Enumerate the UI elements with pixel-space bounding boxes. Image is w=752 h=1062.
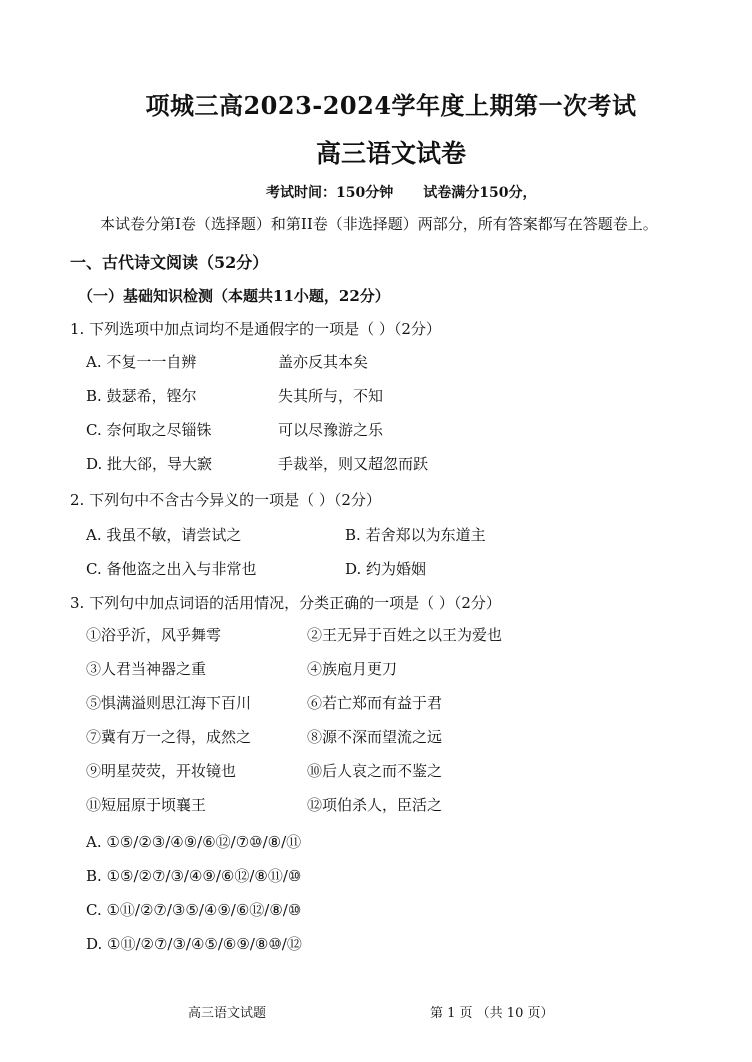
q3-item-7: ⑦冀有万一之得，成然之 [86, 728, 252, 746]
question-3-stem: 3. 下列句中加点词语的活用情况，分类正确的一项是（ ）（2分） [70, 594, 501, 612]
q3-item-10: ⑩后人哀之而不鉴之 [307, 762, 443, 780]
paper-title: 高三语文试卷 [315, 139, 466, 168]
q3-item-5: ⑤惧满溢则思江海下百川 [86, 694, 252, 712]
q1-option-b-right: 失其所与，不知 [278, 387, 384, 405]
q1-option-d-left: D. 批大郤，导大窾 [86, 455, 213, 473]
q2-option-c: C. 备他盗之出入与非常也 [86, 560, 257, 578]
q3-answer-d: D. ①⑪/②⑦/③/④⑤/⑥⑨/⑧⑩/⑫ [86, 935, 302, 953]
q3-item-12: ⑫项伯杀人，臣活之 [307, 796, 443, 814]
q3-answer-c: C. ①⑪/②⑦/③⑤/④⑨/⑥⑫/⑧/⑩ [86, 901, 302, 919]
q2-option-d: D. 约为婚姻 [345, 560, 427, 578]
q2-option-b: B. 若舍郑以为东道主 [345, 526, 486, 544]
q3-item-8: ⑧源不深而望流之远 [307, 728, 443, 746]
exam-time: 考试时间：150分钟 [266, 185, 394, 201]
q3-answer-a: A. ①⑤/②③/④⑨/⑥⑫/⑦⑩/⑧/⑪ [86, 833, 302, 851]
section-heading: 一、古代诗文阅读（52分） [70, 253, 269, 272]
intro-text: 本试卷分第I卷（选择题）和第II卷（非选择题）两部分，所有答案都写在答题卷上。 [100, 215, 658, 233]
q3-item-9: ⑨明星荧荧，开妆镜也 [86, 762, 237, 780]
exam-info [266, 182, 536, 202]
exam-title: 项城三高2023-2024学年度上期第一次考试 [145, 91, 637, 120]
q3-item-1: ①浴乎沂，风乎舞雩 [86, 626, 222, 644]
question-2-stem: 2. 下列句中不含古今异义的一项是（ ）（2分） [70, 491, 381, 509]
q3-item-3: ③人君当神器之重 [86, 660, 207, 678]
q1-option-c-right: 可以尽豫游之乐 [278, 421, 384, 439]
page-number: 第 1 页 （共 10 页） [430, 1006, 554, 1021]
q3-item-4: ④族庖月更刀 [307, 660, 398, 678]
full-score: 试卷满分150分， [423, 185, 537, 201]
q1-option-a-right: 盖亦反其本矣 [278, 353, 369, 371]
q1-option-d-right: 手裁举，则又超忽而跃 [278, 455, 429, 473]
q1-option-a-left: A. 不复一一自辨 [86, 353, 197, 371]
q1-option-c-left: C. 奈何取之尽锱铢 [86, 421, 212, 439]
question-1-stem: 1. 下列选项中加点词均不是通假字的一项是（ ）（2分） [70, 320, 441, 338]
subsection-heading: （一）基础知识检测（本题共11小题，22分） [78, 287, 390, 305]
footer-title: 高三语文试题 [188, 1006, 267, 1021]
q3-answer-b: B. ①⑤/②⑦/③/④⑨/⑥⑫/⑧⑪/⑩ [86, 867, 302, 885]
q3-item-11: ⑪短屈原于顷襄王 [86, 796, 207, 814]
q1-option-b-left: B. 鼓瑟希，铿尔 [86, 387, 197, 405]
q2-option-a: A. 我虽不敏，请尝试之 [86, 526, 242, 544]
q3-item-6: ⑥若亡郑而有益于君 [307, 694, 443, 712]
q3-item-2: ②王无异于百姓之以王为爱也 [307, 626, 503, 644]
